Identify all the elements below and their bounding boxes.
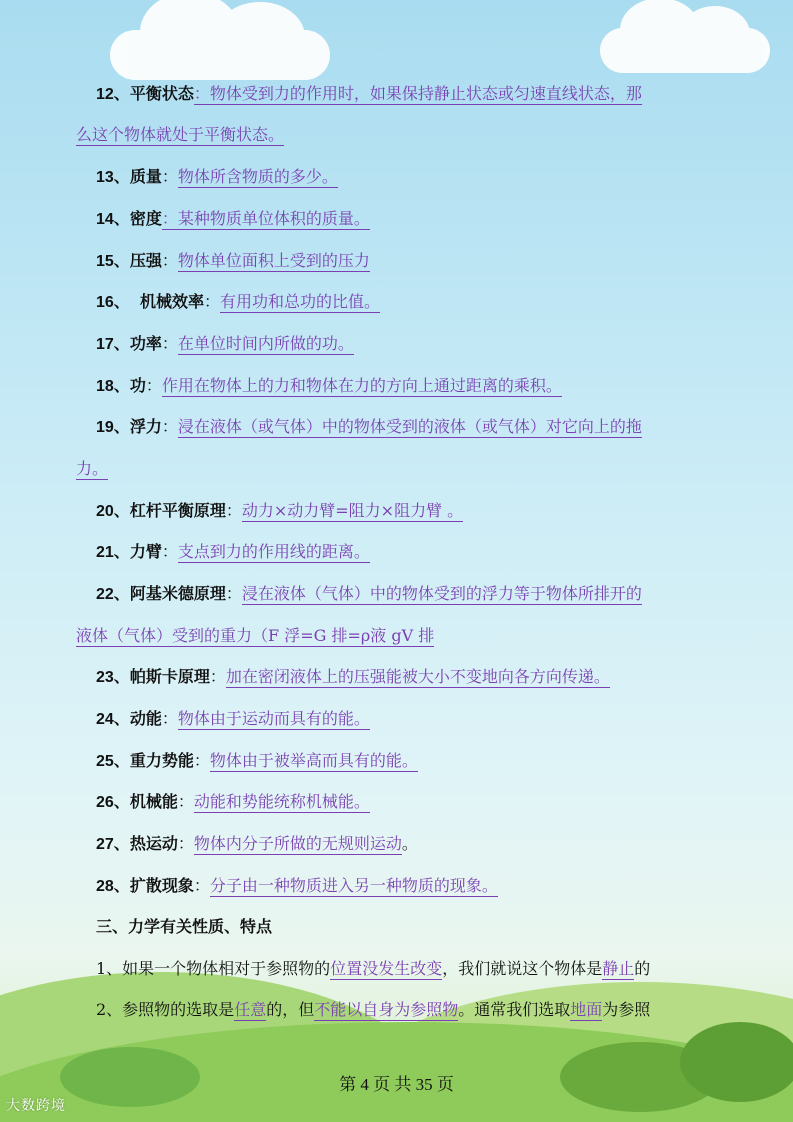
para1-text-c: ，我们就说这个物体是 — [442, 959, 603, 978]
item-term: 力臂 — [129, 542, 162, 561]
definition-line — [96, 876, 498, 897]
definition-line — [96, 792, 370, 813]
para1-text-a: 1、如果一个物体相对于参照物的 — [96, 959, 331, 978]
item-number: 27、 — [96, 836, 130, 853]
definition-line — [96, 542, 370, 563]
item-number: 25、 — [96, 753, 130, 770]
item-definition-cont: 力。 — [76, 459, 109, 478]
cloud-right-decoration — [600, 28, 770, 73]
item-term: 密度 — [129, 209, 162, 228]
item-colon: ： — [225, 501, 242, 520]
definition-continuation — [76, 125, 284, 145]
item-term: 功率 — [129, 334, 162, 353]
definition-line — [96, 334, 354, 355]
item-definition: 物体由于被举高而具有的能。 — [209, 751, 418, 770]
item-number: 22、 — [96, 586, 130, 603]
item-term: 动能 — [129, 709, 162, 728]
item-definition: 浸在液体（或气体）中的物体受到的液体（或气体）对它向上的拖 — [177, 417, 642, 436]
item-number: 23、 — [96, 669, 130, 686]
item-term: 阿基米德原理 — [129, 584, 226, 603]
para1-underlined-b: 位置没发生改变 — [330, 959, 443, 978]
item-definition: 有用功和总功的比值。 — [220, 292, 381, 311]
para2-text-a: 2、参照物的选取是 — [96, 1000, 235, 1019]
definition-line — [96, 84, 642, 105]
definition-line — [96, 251, 370, 272]
item-number: 21、 — [96, 544, 130, 561]
item-colon: ： — [193, 876, 210, 895]
definition-line — [96, 501, 463, 522]
para2-underlined-b: 任意 — [234, 1000, 267, 1019]
item-term: 机械效率 — [139, 292, 204, 311]
item-colon: ： — [161, 417, 178, 436]
item-definition: 物体受到力的作用时，如果保持静止状态或匀速直线状态，那 — [209, 84, 642, 103]
item-number: 26、 — [96, 794, 130, 811]
item-definition-cont: 么这个物体就处于平衡状态。 — [76, 125, 285, 144]
item-definition: 动力×动力臂=阻力×阻力臂 。 — [241, 501, 464, 520]
item-colon: ： — [161, 709, 178, 728]
item-term: 功 — [129, 376, 146, 395]
item-term: 热运动 — [129, 834, 178, 853]
item-colon: ： — [161, 209, 178, 228]
item-definition-cont: 液体（气体）受到的重力（F 浮=G 排=ρ液 gV 排 — [76, 626, 435, 645]
definition-continuation — [76, 459, 108, 479]
definition-line — [96, 751, 418, 772]
item-number: 20、 — [96, 503, 130, 520]
definition-continuation — [76, 626, 434, 646]
item-colon: ： — [209, 667, 226, 686]
item-term: 重力势能 — [129, 751, 194, 770]
item-definition: 物体单位面积上受到的压力 — [177, 251, 370, 270]
item-definition: 在单位时间内所做的功。 — [177, 334, 354, 353]
item-colon: ： — [177, 834, 194, 853]
item-definition: 支点到力的作用线的距离。 — [177, 542, 370, 561]
item-number: 19、 — [96, 419, 130, 436]
para1-underlined-d: 静止 — [602, 959, 635, 978]
item-colon: ： — [193, 84, 210, 103]
item-number: 13、 — [96, 169, 130, 186]
item-colon: ： — [161, 334, 178, 353]
item-colon: ： — [225, 584, 242, 603]
item-definition: 动能和势能统称机械能。 — [193, 792, 370, 811]
item-number: 15、 — [96, 253, 130, 270]
item-term: 杠杆平衡原理 — [129, 501, 226, 520]
page-footer: 第 4 页 共 35 页 — [339, 1075, 454, 1094]
item-term: 平衡状态 — [129, 84, 194, 103]
item-number: 18、 — [96, 378, 130, 395]
item-term: 机械能 — [129, 792, 178, 811]
para2-text-g: 为参照 — [602, 1000, 651, 1019]
item-definition: 分子由一种物质进入另一种物质的现象。 — [209, 876, 498, 895]
item-number: 17、 — [96, 336, 130, 353]
item-number: 16、 — [96, 294, 130, 311]
item-definition: 作用在物体上的力和物体在力的方向上通过距离的乘积。 — [161, 376, 562, 395]
definition-line — [96, 292, 380, 313]
para2-underlined-f: 地面 — [570, 1000, 603, 1019]
item-definition: 加在密闭液体上的压强能被大小不变地向各方向传递。 — [225, 667, 610, 686]
item-definition: 物体内分子所做的无规则运动 — [193, 834, 402, 853]
definition-line — [96, 834, 418, 855]
para2-text-e: 。通常我们选取 — [458, 1000, 571, 1019]
item-colon: ： — [161, 251, 178, 270]
definition-line — [96, 167, 338, 188]
item-colon: ： — [193, 751, 210, 770]
item-colon: ： — [161, 167, 178, 186]
para1-text-e: 的 — [634, 959, 651, 978]
item-number: 24、 — [96, 711, 130, 728]
item-colon: ： — [204, 292, 221, 311]
paragraph-1 — [96, 959, 650, 979]
paragraph-2 — [96, 1000, 650, 1020]
item-term: 扩散现象 — [129, 876, 194, 895]
item-tail: 。 — [401, 834, 418, 853]
item-colon: ： — [161, 542, 178, 561]
item-definition: 某种物质单位体积的质量。 — [177, 209, 370, 228]
item-number: 28、 — [96, 878, 130, 895]
definition-line — [96, 209, 370, 230]
watermark-logo: 大数跨境 — [6, 1098, 66, 1114]
item-colon: ： — [145, 376, 162, 395]
definition-line — [96, 417, 642, 438]
item-colon: ： — [177, 792, 194, 811]
section-title — [96, 917, 272, 937]
para2-underlined-d: 不能以自身为参照物 — [314, 1000, 459, 1019]
item-number: 12、 — [96, 86, 130, 103]
item-term: 压强 — [129, 251, 162, 270]
item-definition: 物体由于运动而具有的能。 — [177, 709, 370, 728]
section-title-text: 三、力学有关性质、特点 — [96, 917, 273, 936]
item-term: 帕斯卡原理 — [129, 667, 210, 686]
cloud-left-decoration — [110, 30, 330, 80]
item-number: 14、 — [96, 211, 130, 228]
item-term: 浮力 — [129, 417, 162, 436]
item-definition: 物体所含物质的多少。 — [177, 167, 338, 186]
item-term: 质量 — [129, 167, 162, 186]
para2-text-c: 的，但 — [266, 1000, 315, 1019]
definition-line — [96, 376, 562, 397]
definition-line — [96, 667, 610, 688]
item-definition: 浸在液体（气体）中的物体受到的浮力等于物体所排开的 — [241, 584, 642, 603]
definition-line — [96, 584, 642, 605]
definition-line — [96, 709, 370, 730]
